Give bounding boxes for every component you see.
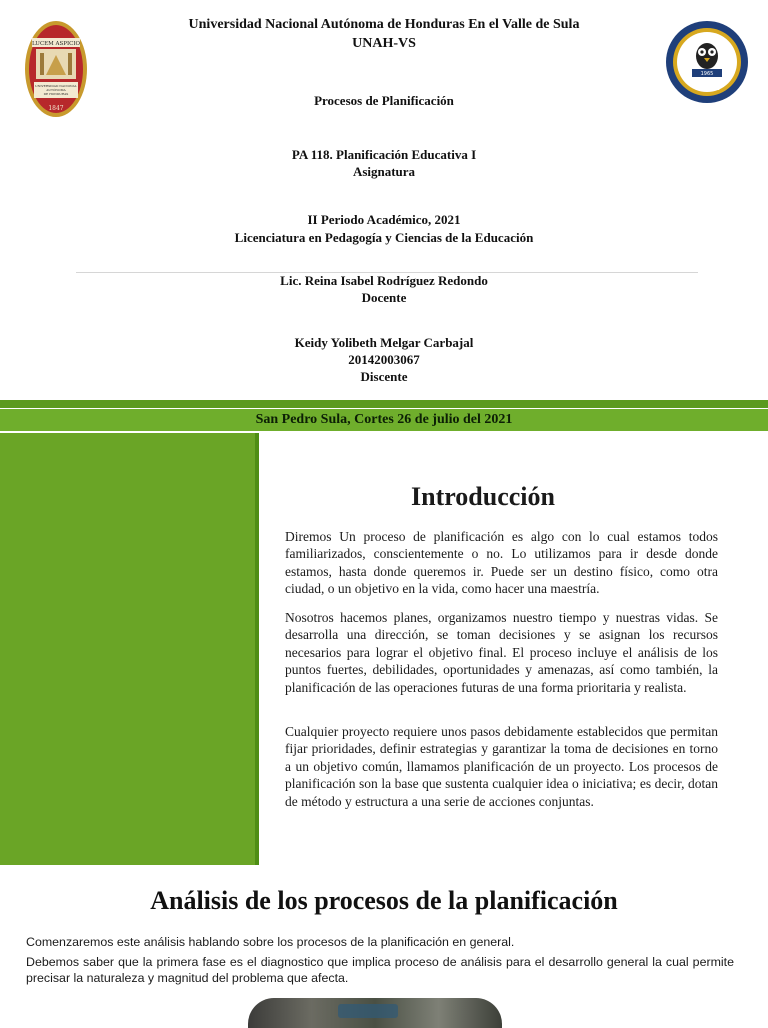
teacher-label: Docente	[361, 290, 407, 305]
analysis-paragraph-1: Comenzaremos este análisis hablando sobre los procesos de la planificación en general.	[26, 935, 515, 949]
place-date: San Pedro Sula, Cortes 26 de julio del 2021	[255, 412, 513, 427]
university-acronym: UNAH-VS	[352, 36, 416, 51]
degree-program: Licenciatura en Pedagogía y Ciencias de la Educación	[234, 230, 534, 245]
analysis-heading: Análisis de los procesos de la planificación	[150, 886, 618, 915]
student-label: Discente	[360, 369, 408, 384]
document-title: Procesos de Planificación	[314, 93, 454, 108]
intro-heading: Introducción	[411, 482, 555, 511]
intro-paragraph-1: Diremos Un proceso de planificación es algo con lo cual estamos todos familiarizados, conscientemente o no. Lo utilizamos para ir desde donde estamos, hasta donde queremos ir. Puede ser un destino físico, como otra ciudad, o un objetivo en la vida, como hacer una maestría.	[285, 529, 718, 597]
svg-text:DE HONDURAS: DE HONDURAS	[43, 92, 69, 96]
student-id: 20142003067	[348, 352, 420, 367]
seal-right-year: 1965	[700, 71, 714, 77]
academic-period: II Periodo Académico, 2021	[307, 212, 461, 227]
student-name: Keidy Yolibeth Melgar Carbajal	[294, 335, 474, 350]
intro-paragraph-2: Nosotros hacemos planes, organizamos nuestro tiempo y nuestras vidas. Se desarrolla una dirección, se toman decisiones y se asignan los recursos necesarios para lograr el objetivo final. El proceso incluye el análisis de los puntos fuertes, debilidades, oportunidades y amenazas, así como también, la planificación de las operaciones futuras de una forma prioritaria y realista.	[285, 610, 718, 695]
green-side-panel	[0, 433, 256, 865]
analysis-paragraph-2: Debemos saber que la primera fase es el diagnostico que implica proceso de análisis para el desarrollo general la cual permite precisar la naturaleza y magnitud del problema que afecta.	[26, 955, 734, 985]
svg-text:AUTÓNOMA: AUTÓNOMA	[46, 88, 66, 92]
course-label: Asignatura	[352, 164, 416, 179]
seal-year: 1847	[48, 105, 64, 112]
seal-motto: LUCEM ASPICIO	[31, 41, 81, 47]
teacher-name: Lic. Reina Isabel Rodríguez Redondo	[280, 273, 488, 288]
course-name: PA 118. Planificación Educativa I	[291, 147, 477, 162]
svg-text:UNIVERSIDAD NACIONAL: UNIVERSIDAD NACIONAL	[35, 84, 77, 88]
university-name: Universidad Nacional Autónoma de Honduras En el Valle de Sula	[188, 17, 580, 32]
intro-paragraph-3: Cualquier proyecto requiere unos pasos debidamente establecidos que permitan fijar prioridades, definir estrategias y garantizar la toma de decisiones en torno a un objetivo común, llamamos planificación de un proyecto. Los procesos de planificación son la base que sustenta cualquier idea o iniciativa; es decir, dotan de método y estructura a una serie de acciones conjuntas.	[285, 724, 718, 809]
seal-right-name: UNAH	[693, 83, 721, 92]
green-band-top	[0, 400, 768, 408]
